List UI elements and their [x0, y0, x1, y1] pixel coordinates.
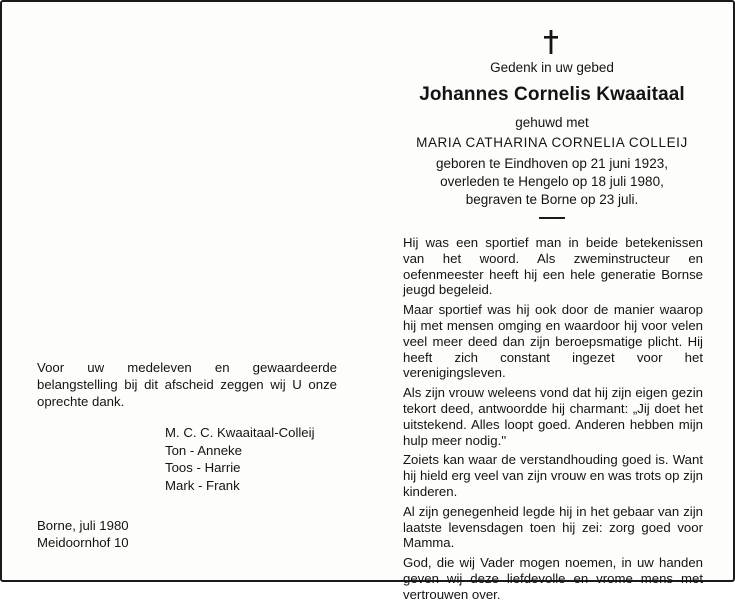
latin-cross-icon	[543, 30, 559, 54]
bio-paragraph: Al zijn genegenheid legde hij in het gebaar van zijn laatste levensdagen toen hij zei: zorg goed voor Mamma.	[403, 503, 703, 551]
bio-paragraph: Als zijn vrouw weleens vond dat hij zijn eigen gezin tekort deed, antwoordde hij charmant: „Jij doet het uitstekend. Alles loopt goed. Anderen hebben mijn hulp meer nodig.''	[403, 385, 703, 448]
bio-paragraph: Zoiets kan waar de verstandhouding goed is. Want hij hield erg veel van zijn vrouw en was trots op zijn kinderen.	[403, 452, 703, 499]
address: Meidoornhof 10	[37, 535, 129, 550]
family-name: M. C. C. Kwaaitaal-Colleij	[165, 425, 315, 440]
burial-line: begraven te Borne op 23 juli.	[465, 192, 639, 207]
birth-line: geboren te Eindhoven op 21 juni 1923,	[436, 156, 668, 171]
family-names	[165, 424, 315, 494]
deceased-name: Johannes Cornelis Kwaaitaal	[419, 84, 685, 105]
thank-you-text: Voor uw medeleven en gewaardeerde belangstelling bij dit afscheid zeggen wij U onze oprechte dank.	[37, 360, 337, 409]
family-name: Ton - Anneke	[165, 442, 242, 458]
life-dates	[397, 155, 707, 209]
death-line: overleden te Hengelo op 18 juli 1980,	[440, 174, 664, 189]
married-label: gehuwd met	[515, 115, 589, 130]
prayer-heading: Gedenk in uw gebed	[490, 60, 614, 75]
bio-paragraph: God, die wij Vader mogen noemen, in uw handen geven wij deze liefdevolle en vrome mens met vertrouwen over.	[403, 555, 703, 602]
spouse-name: MARIA CATHARINA CORNELIA COLLEIJ	[416, 135, 688, 150]
family-name: Mark - Frank	[165, 477, 240, 493]
place-date: Borne, juli 1980	[37, 518, 129, 533]
bio-paragraph: Maar sportief was hij ook door de manier waarop hij met mensen omging en waardoor hij voor velen veel meer deed dan zijn beroepsmatige plicht. Hij heeft zich constant ingezet voor het verenigingsleven.	[403, 302, 703, 381]
family-name: Toos - Harrie	[165, 460, 241, 475]
divider	[539, 217, 565, 219]
place-and-address	[37, 517, 129, 551]
bio-paragraph: Hij was een sportief man in beide betekenissen van het woord. Als zweminstructeur en oefenmeester heeft hij een hele generatie Bornse jeugd begeleid.	[403, 235, 703, 298]
biography	[403, 235, 703, 607]
